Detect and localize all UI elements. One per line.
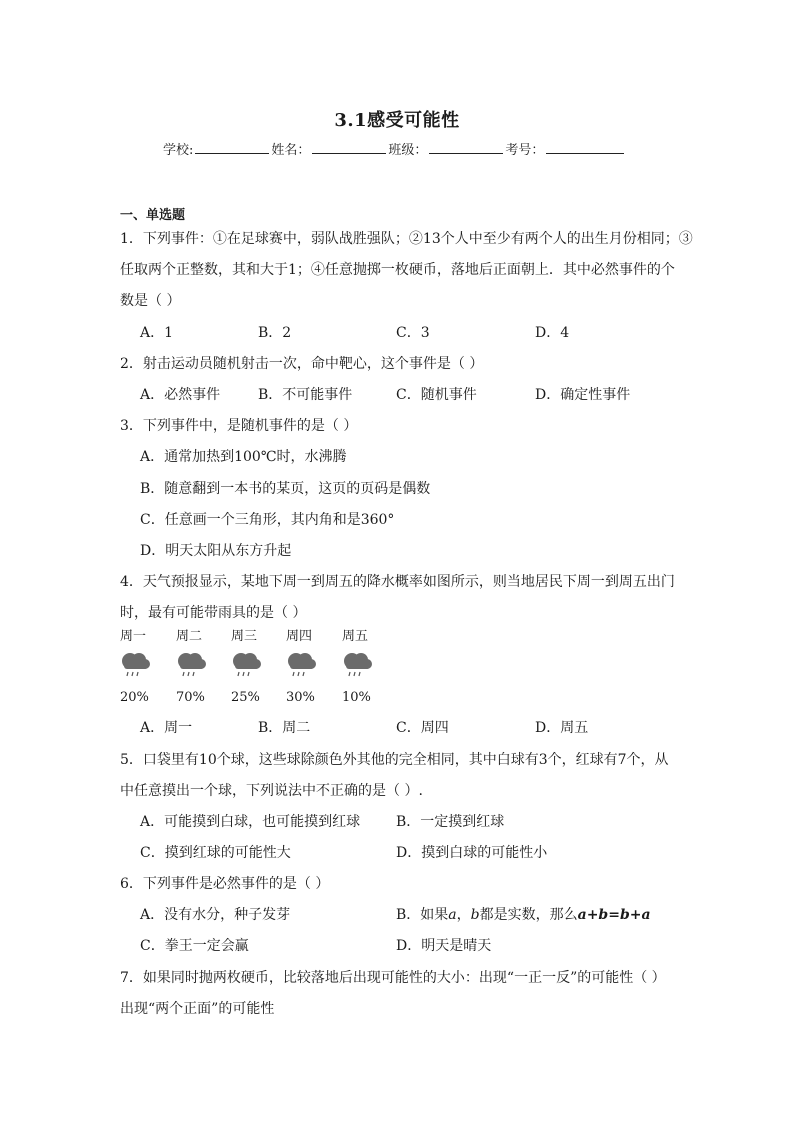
weather-day-3: 周三: [231, 629, 258, 644]
student-info-line: [163, 139, 626, 158]
rain-cloud-icon: [118, 648, 152, 678]
q4-line1: 4．天气预报显示，某地下周一到周五的降水概率如图所示，则当地居民下周一到周五出门: [120, 574, 675, 590]
weather-day-1: 周一: [120, 629, 147, 644]
q1-option-d: D．4: [535, 325, 570, 341]
q1-line1: 1．下列事件：①在足球赛中，弱队战胜强队；②13个人中至少有两个人的出生月份相同；③: [120, 231, 693, 247]
q4-line2: 时，最有可能带雨具的是（ ）: [120, 605, 307, 621]
q6-option-d: D．明天是晴天: [396, 938, 492, 954]
math-equation: a+b=b+a: [577, 907, 651, 923]
q6-option-b: [396, 904, 651, 924]
q4-option-a: A．周一: [140, 720, 193, 736]
rain-percent-2: 70%: [176, 690, 205, 705]
q3-option-b: B．随意翻到一本书的某页，这页的页码是偶数: [140, 481, 431, 497]
page-title: 3.1感受可能性: [334, 110, 460, 131]
q5-option-a: A．可能摸到白球，也可能摸到红球: [140, 814, 361, 830]
rain-percent-1: 20%: [120, 690, 149, 705]
q2-option-d: D．确定性事件: [535, 387, 631, 403]
rain-cloud-icon: [229, 648, 263, 678]
q6-option-c: C．拳王一定会赢: [140, 938, 249, 954]
weather-day-2: 周二: [176, 629, 203, 644]
number-label: 考号：: [505, 143, 545, 158]
math-var-b: b: [470, 907, 480, 923]
rain-percent-3: 25%: [231, 690, 260, 705]
q2-line1: 2．射击运动员随机射击一次，命中靶心，这个事件是（ ）: [120, 356, 484, 372]
rain-cloud-icon: [174, 648, 208, 678]
q6-option-b-prefix: B．如果: [396, 907, 449, 923]
q1-line3: 数是（ ）: [120, 293, 181, 309]
q6-option-b-sep: ，: [456, 907, 471, 923]
class-label: 班级：: [388, 143, 428, 158]
q1-line2: 任取两个正整数，其和大于1；④任意抛掷一枚硬币，落地后正面朝上．其中必然事件的个: [120, 262, 675, 278]
school-label: 学校:: [163, 143, 194, 158]
q4-option-c: C．周四: [396, 720, 449, 736]
school-blank: [195, 141, 269, 154]
q3-line1: 3．下列事件中，是随机事件的是（ ）: [120, 418, 358, 434]
q5-option-b: B．一定摸到红球: [396, 814, 505, 830]
q4-option-b: B．周二: [258, 720, 311, 736]
q3-option-a: A．通常加热到100℃时，水沸腾: [140, 449, 347, 465]
q3-option-d: D．明天太阳从东方升起: [140, 543, 292, 559]
q1-option-c: C．3: [396, 325, 430, 341]
q7-line2: 出现“两个正面”的可能性: [120, 1001, 275, 1017]
q4-option-d: D．周五: [535, 720, 589, 736]
q2-option-c: C．随机事件: [396, 387, 477, 403]
q7-line1: 7．如果同时抛两枚硬币，比较落地后出现可能性的大小：出现“一正一反”的可能性（ ）: [120, 970, 666, 986]
q2-option-a: A．必然事件: [140, 387, 221, 403]
class-blank: [429, 141, 503, 154]
q1-option-a: A．1: [140, 325, 174, 341]
rain-cloud-icon: [340, 648, 374, 678]
rain-percent-5: 10%: [342, 690, 371, 705]
q6-line1: 6．下列事件是必然事件的是（ ）: [120, 876, 330, 892]
q5-option-c: C．摸到红球的可能性大: [140, 845, 291, 861]
q5-option-d: D．摸到白球的可能性小: [396, 845, 548, 861]
q6-option-a: A．没有水分，种子发芽: [140, 907, 291, 923]
weather-day-5: 周五: [342, 629, 369, 644]
name-label: 姓名：: [271, 143, 311, 158]
math-var-a: a: [448, 907, 457, 923]
q5-line1: 5．口袋里有10个球，这些球除颜色外其他的完全相同，其中白球有3个，红球有7个，从: [120, 752, 669, 768]
q2-option-b: B．不可能事件: [258, 387, 353, 403]
q3-option-c: C．任意画一个三角形，其内角和是360°: [140, 512, 395, 528]
weather-day-4: 周四: [286, 629, 313, 644]
number-blank: [546, 141, 624, 154]
q6-option-b-mid: 都是实数，那么: [479, 907, 578, 923]
q1-option-b: B．2: [258, 325, 292, 341]
name-blank: [312, 141, 386, 154]
section-heading: 一、单选题: [120, 208, 186, 223]
q5-line2: 中任意摸出一个球，下列说法中不正确的是（ ）.: [120, 783, 423, 799]
rain-percent-4: 30%: [286, 690, 315, 705]
rain-cloud-icon: [284, 648, 318, 678]
